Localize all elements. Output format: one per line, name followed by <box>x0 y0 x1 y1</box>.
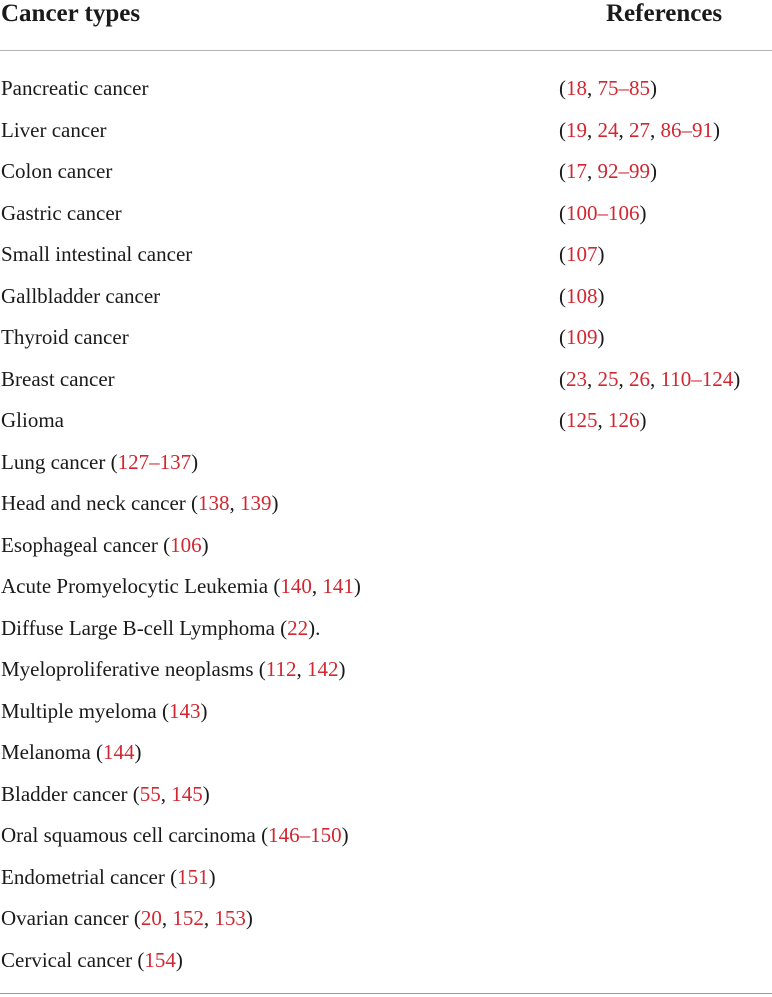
cancer-type-cell <box>1 772 210 816</box>
cancer-type-text: Acute Promyelocytic Leukemia ( <box>1 574 281 598</box>
cancer-type-cell <box>1 564 361 608</box>
reference-text: ) <box>639 408 647 432</box>
reference-link[interactable]: 153 <box>214 906 246 930</box>
cancer-type-cell: Small intestinal cancer <box>1 242 193 266</box>
table-row <box>0 730 772 772</box>
cancer-type-text: , <box>229 491 241 515</box>
table-row <box>0 274 772 316</box>
reference-text: ( <box>559 408 566 432</box>
reference-link[interactable]: 142 <box>307 657 339 681</box>
table-row <box>0 813 772 855</box>
cancer-type-text: ) <box>271 491 279 515</box>
reference-text: ) <box>733 366 741 391</box>
cancer-type-text: Esophageal cancer ( <box>1 532 171 557</box>
reference-text: , <box>587 76 598 100</box>
table-bottom-rule <box>0 993 772 994</box>
reference-text: , <box>587 366 598 391</box>
reference-link[interactable]: 86–91 <box>660 117 713 142</box>
cancer-type-cell: Thyroid cancer <box>1 325 129 349</box>
header-references: References <box>606 0 723 27</box>
reference-text: , <box>587 117 598 142</box>
cancer-type-text: Head and neck cancer ( <box>1 491 199 515</box>
table-row <box>0 689 772 731</box>
table-row <box>0 398 772 440</box>
reference-link[interactable]: 108 <box>566 283 598 308</box>
references-cell <box>559 149 657 193</box>
reference-text: ( <box>559 159 566 183</box>
reference-text: ) <box>597 242 605 266</box>
reference-text: , <box>597 408 608 432</box>
table-row <box>0 357 772 399</box>
cancer-type-cell <box>1 481 279 525</box>
references-cell <box>559 232 605 276</box>
reference-text: , <box>618 117 629 142</box>
table-row <box>0 938 772 980</box>
table-row <box>0 606 772 648</box>
table-row <box>0 481 772 523</box>
reference-link[interactable]: 144 <box>103 740 135 764</box>
reference-link[interactable]: 17 <box>566 159 587 183</box>
cancer-type-text: Ovarian cancer ( <box>1 906 141 930</box>
reference-link[interactable]: 109 <box>566 325 598 349</box>
references-cell <box>559 315 605 359</box>
reference-text: ( <box>559 366 566 391</box>
table-row <box>0 564 772 606</box>
reference-link[interactable]: 126 <box>608 408 640 432</box>
reference-link[interactable]: 107 <box>566 242 598 266</box>
reference-link[interactable]: 110–124 <box>660 366 734 391</box>
cancer-type-text: , <box>160 781 172 806</box>
reference-link[interactable]: 27 <box>629 117 650 142</box>
references-cell <box>559 398 647 442</box>
table-row <box>0 66 772 108</box>
reference-link[interactable]: 18 <box>566 76 587 100</box>
reference-text: ) <box>713 117 720 142</box>
table-row <box>0 647 772 689</box>
cancer-type-text: Melanoma ( <box>1 740 104 764</box>
reference-link[interactable]: 139 <box>240 491 272 515</box>
references-cell <box>559 66 657 110</box>
reference-link[interactable]: 24 <box>597 117 619 142</box>
reference-link[interactable]: 125 <box>566 408 598 432</box>
cancer-type-text: , <box>203 906 215 930</box>
reference-link[interactable]: 152 <box>172 906 204 930</box>
cancer-type-cell <box>1 440 198 484</box>
reference-link[interactable]: 25 <box>597 366 619 391</box>
reference-link[interactable]: 112 <box>265 657 297 681</box>
reference-text: ( <box>559 76 566 100</box>
reference-text: ) <box>650 76 657 100</box>
reference-text: ( <box>559 117 566 142</box>
table-row <box>0 315 772 357</box>
reference-text: ) <box>650 159 657 183</box>
table-row <box>0 232 772 274</box>
cancer-type-cell: Liver cancer <box>1 117 107 142</box>
reference-link[interactable]: 26 <box>629 366 650 391</box>
cancer-type-text: ) <box>200 698 208 723</box>
cancer-type-text: ) <box>353 574 361 598</box>
cancer-type-text: ) <box>202 781 210 806</box>
reference-link[interactable]: 19 <box>566 117 587 142</box>
table-body <box>0 66 772 979</box>
cancer-type-cell <box>1 689 207 733</box>
cancer-type-text: , <box>311 574 323 598</box>
cancer-type-text: ) <box>201 532 209 557</box>
reference-link[interactable]: 127–137 <box>117 449 192 474</box>
cancer-type-cell: Pancreatic cancer <box>1 76 149 100</box>
cancer-type-cell <box>1 523 209 567</box>
cancer-type-text: Diffuse Large B-cell Lymphoma ( <box>1 615 288 640</box>
reference-text: ) <box>597 325 605 349</box>
table-row <box>0 108 772 150</box>
cancer-type-cell: Gallbladder cancer <box>1 283 161 308</box>
reference-link[interactable]: 143 <box>168 698 201 723</box>
reference-link[interactable]: 154 <box>144 947 176 972</box>
table-row <box>0 149 772 191</box>
reference-text: , <box>650 366 661 391</box>
references-cell <box>559 274 605 318</box>
reference-link[interactable]: 55 <box>139 781 161 806</box>
reference-link[interactable]: 20 <box>140 906 162 930</box>
cancer-type-cell: Gastric cancer <box>1 200 122 225</box>
cancer-type-text: ) <box>245 906 253 930</box>
reference-text: , <box>587 159 598 183</box>
cancer-type-text: ) <box>191 449 199 474</box>
header-cancer-types: Cancer types <box>1 0 141 27</box>
cancer-type-text: ) <box>341 823 349 847</box>
reference-link[interactable]: 145 <box>171 781 203 806</box>
reference-link[interactable]: 140 <box>280 574 312 598</box>
reference-text: ) <box>639 200 647 225</box>
reference-link[interactable]: 23 <box>566 366 587 391</box>
references-cell <box>559 357 740 401</box>
cancer-type-cell <box>1 896 253 940</box>
cancer-type-text: ) <box>175 947 183 972</box>
cancer-type-text: ) <box>208 864 216 889</box>
cancer-type-cell <box>1 938 183 982</box>
cancer-type-cell: Colon cancer <box>1 159 113 183</box>
cancer-type-text: Multiple myeloma ( <box>1 698 169 723</box>
cancer-type-text: , <box>296 657 307 681</box>
references-cell <box>559 108 720 152</box>
cancer-type-cell <box>1 855 216 899</box>
reference-link[interactable]: 106 <box>170 532 202 557</box>
cancer-type-text: ) <box>134 740 142 764</box>
cancer-type-cell <box>1 647 346 691</box>
cancer-type-cell: Breast cancer <box>1 366 115 391</box>
reference-link[interactable]: 92–99 <box>597 159 650 183</box>
reference-text: ( <box>559 283 566 308</box>
reference-text: , <box>618 366 629 391</box>
reference-link[interactable]: 75–85 <box>597 76 650 100</box>
table-row <box>0 855 772 897</box>
table-row <box>0 440 772 482</box>
table-header <box>0 0 772 51</box>
cancer-type-text: Myeloproliferative neoplasms ( <box>1 657 266 681</box>
reference-text: ( <box>559 200 566 225</box>
cancer-type-text: Lung cancer ( <box>1 449 118 474</box>
cancer-type-text: ). <box>308 615 321 640</box>
references-cell <box>559 191 647 235</box>
reference-link[interactable]: 22 <box>287 615 309 640</box>
reference-link[interactable]: 146–150 <box>268 823 342 847</box>
cancer-type-text: ) <box>338 657 346 681</box>
reference-text: ( <box>559 325 566 349</box>
reference-link[interactable]: 141 <box>322 574 354 598</box>
reference-text: ) <box>597 283 605 308</box>
reference-link[interactable]: 100–106 <box>566 200 640 225</box>
reference-text: ( <box>559 242 566 266</box>
table-row <box>0 772 772 814</box>
cancer-type-text: Oral squamous cell carcinoma ( <box>1 823 269 847</box>
cancer-type-cell <box>1 606 320 650</box>
cancer-type-cell: Glioma <box>1 408 64 432</box>
cancer-type-text: Cervical cancer ( <box>1 947 145 972</box>
cancer-type-cell <box>1 813 349 857</box>
table-row <box>0 523 772 565</box>
cancer-type-text: Bladder cancer ( <box>1 781 140 806</box>
table-row <box>0 191 772 233</box>
table-row <box>0 896 772 938</box>
reference-link[interactable]: 138 <box>198 491 230 515</box>
cancer-type-text: , <box>161 906 173 930</box>
reference-link[interactable]: 151 <box>177 864 209 889</box>
reference-text: , <box>650 117 661 142</box>
cancer-type-text: Endometrial cancer ( <box>1 864 178 889</box>
cancer-type-cell <box>1 730 142 774</box>
